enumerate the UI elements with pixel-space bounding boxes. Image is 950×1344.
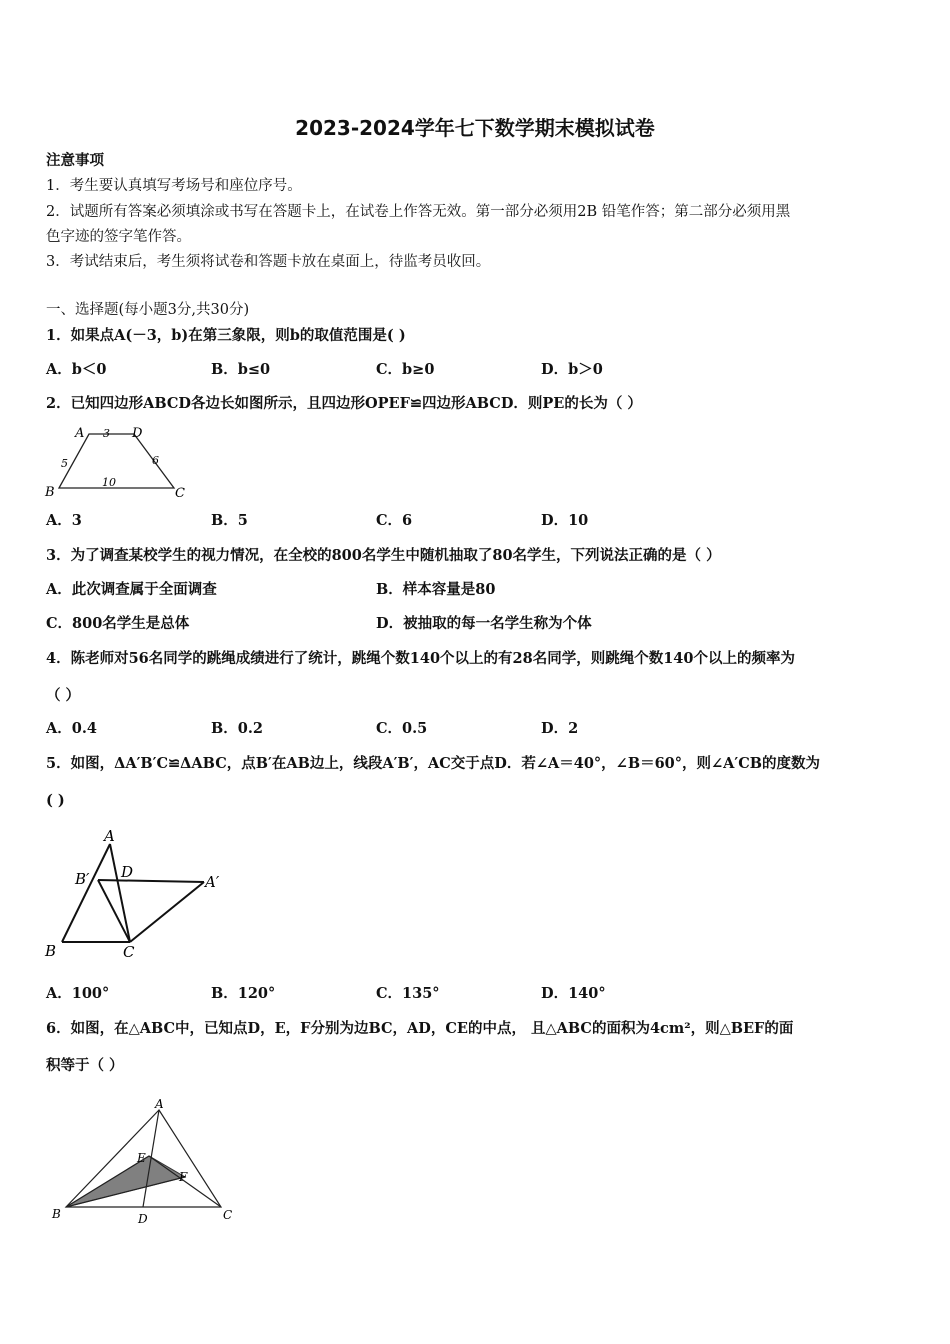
vertex-label: C <box>223 1208 233 1222</box>
notice-item: 2．试题所有答案必须填涂或书写在答题卡上，在试卷上作答无效。第一部分必须用2B 铅笔作答；第二部分必须用黑 <box>46 204 791 220</box>
vertex-label: A′ <box>205 873 220 891</box>
option-a[interactable]: A．3 <box>46 512 82 529</box>
option-b[interactable]: B．120° <box>211 985 276 1002</box>
page-title: 2023-2024学年七下数学期末模拟试卷 <box>295 116 655 140</box>
option-c[interactable]: C．6 <box>376 512 413 529</box>
vertex-label: A <box>104 827 115 845</box>
option-a[interactable]: A．100° <box>46 985 110 1002</box>
vertex-label: B <box>45 942 57 960</box>
question-stem: 1．如果点A(－3，b)在第三象限，则b的取值范围是( ) <box>46 327 406 344</box>
triangle-midpoints-figure <box>46 1096 246 1232</box>
option-b[interactable]: B．0.2 <box>211 720 263 737</box>
notice-item: 1．考生要认真填写考场号和座位序号。 <box>46 178 302 194</box>
question-stem: 4．陈老师对56名同学的跳绳成绩进行了统计，跳绳个数140个以上的有28名同学，则跳绳个数140个以上的频率为 <box>46 650 795 667</box>
option-c[interactable]: C．800名学生是总体 <box>46 615 190 632</box>
option-a[interactable]: A．b＜0 <box>46 361 107 378</box>
option-d[interactable]: D．10 <box>541 512 589 529</box>
vertex-label: E <box>137 1151 146 1165</box>
option-d[interactable]: D．被抽取的每一名学生称为个体 <box>376 615 592 632</box>
edge-label: 6 <box>152 454 159 467</box>
question-stem-cont: 积等于（ ） <box>46 1057 124 1074</box>
edge-label: 10 <box>102 476 116 489</box>
section-heading: 一、选择题(每小题3分,共30分) <box>46 302 250 318</box>
option-c[interactable]: C．135° <box>376 985 440 1002</box>
option-b[interactable]: B．5 <box>211 512 248 529</box>
question-stem-cont: （ ） <box>46 687 81 704</box>
congruent-triangles-figure <box>42 826 232 966</box>
vertex-label: F <box>179 1170 188 1184</box>
vertex-label: B <box>52 1207 61 1221</box>
question-stem: 3．为了调查某校学生的视力情况，在全校的800名学生中随机抽取了80名学生，下列说法正确的是（ ） <box>46 547 721 564</box>
vertex-label: D <box>132 426 143 441</box>
option-c[interactable]: C．b≥0 <box>376 361 435 378</box>
edge-label: 3 <box>103 427 110 440</box>
vertex-label: D <box>121 863 134 881</box>
option-a[interactable]: A．0.4 <box>46 720 97 737</box>
vertex-label: B <box>45 485 55 500</box>
vertex-label: C <box>123 943 135 961</box>
notice-item: 色字迹的签字笔作答。 <box>46 229 191 245</box>
question-stem: 6．如图，在△ABC中，已知点D，E，F分别为边BC，AD，CE的中点， 且△ABC的面积为4cm²，则△BEF的面 <box>46 1020 794 1037</box>
question-stem: 5．如图，ΔA′B′C≌ΔABC，点B′在AB边上，线段A′B′，AC交于点D．若∠A＝40°，∠B＝60°，则∠A′CB的度数为 <box>46 755 821 772</box>
option-d[interactable]: D．b＞0 <box>541 361 603 378</box>
vertex-label: A <box>155 1097 164 1111</box>
option-d[interactable]: D．2 <box>541 720 579 737</box>
edge-label: 5 <box>61 457 68 470</box>
notice-heading: 注意事项 <box>46 152 104 169</box>
notice-item: 3．考试结束后，考生须将试卷和答题卡放在桌面上，待监考员收回。 <box>46 254 491 270</box>
option-a[interactable]: A．此次调查属于全面调查 <box>46 581 217 598</box>
vertex-label: C <box>175 486 185 501</box>
trapezoid-figure <box>44 422 194 504</box>
question-stem: 2．已知四边形ABCD各边长如图所示，且四边形OPEF≌四边形ABCD．则PE的长为（ ） <box>46 395 642 412</box>
vertex-label: A <box>75 426 85 441</box>
vertex-label: D <box>138 1212 148 1226</box>
option-d[interactable]: D．140° <box>541 985 606 1002</box>
option-b[interactable]: B．样本容量是80 <box>376 581 496 598</box>
option-b[interactable]: B．b≤0 <box>211 361 271 378</box>
option-c[interactable]: C．0.5 <box>376 720 428 737</box>
vertex-label: B′ <box>75 870 90 888</box>
question-stem-cont: ( ) <box>46 792 65 809</box>
